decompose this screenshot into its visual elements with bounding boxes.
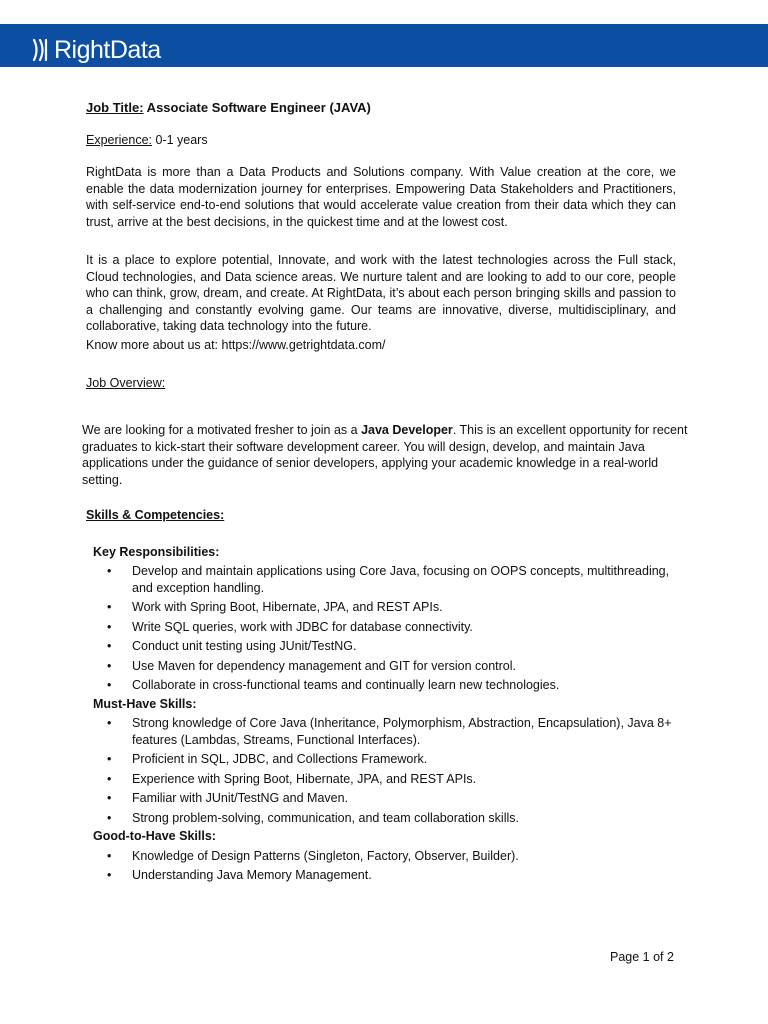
list-item: • Strong problem-solving, communication, and team collaboration skills. <box>86 810 676 827</box>
about-paragraph-2: It is a place to explore potential, Innovate, and work with the latest technologies across the Full stack, Cloud technologies, and Data science areas. We nurture talent and are looking to add to our core, people who can think, grow, dream, and create. At RightData, it’s about each person bringing skills and passion to a challenging and constantly evolving game. Our teams are innovative, diverse, multidisciplinary, and collaborative, taking data technology into the future. <box>86 253 676 333</box>
skills-section <box>86 507 676 884</box>
must-have-skills-heading: Must-Have Skills: <box>93 696 197 711</box>
experience-line <box>86 132 676 149</box>
list-item: • Strong knowledge of Core Java (Inheritance, Polymorphism, Abstraction, Encapsulation), Java 8+ features (Lambdas, Streams, Functional Interfaces). <box>86 715 676 748</box>
page-number: Page 1 of 2 <box>610 950 674 964</box>
must-have-skills-list <box>86 715 676 826</box>
list-item: • Proficient in SQL, JDBC, and Collections Framework. <box>86 751 676 768</box>
list-item: • Use Maven for dependency management and GIT for version control. <box>86 658 676 675</box>
overview-role-name: Java Developer <box>361 423 453 437</box>
skills-heading: Skills & Competencies: <box>86 508 225 522</box>
job-overview-heading: Job Overview: <box>86 376 166 390</box>
good-to-have-skills-list <box>86 848 676 884</box>
job-title-label: Job Title: <box>86 100 144 115</box>
job-title <box>86 100 676 117</box>
document-body <box>86 100 676 392</box>
good-to-have-skills-heading: Good-to-Have Skills: <box>93 829 216 843</box>
company-logo <box>32 36 161 64</box>
experience-value: 0-1 years <box>152 132 208 147</box>
job-overview-text <box>82 422 688 488</box>
list-item: • Write SQL queries, work with JDBC for database connectivity. <box>86 619 676 636</box>
overview-text-after: . This is an excellent opportunity for recent graduates to kick-start their software development career. You will design, develop, and maintain Java applications under the guidance of senior developers, applying your academic knowledge in a real-world setting. <box>82 423 688 487</box>
rightdata-logo-icon <box>32 38 52 62</box>
list-item: • Develop and maintain applications using Core Java, focusing on OOPS concepts, multithreading, and exception handling. <box>86 563 676 596</box>
list-item: • Work with Spring Boot, Hibernate, JPA, and REST APIs. <box>86 599 676 616</box>
key-responsibilities-list <box>86 563 676 694</box>
job-title-value: Associate Software Engineer (JAVA) <box>143 100 371 115</box>
list-item: • Experience with Spring Boot, Hibernate, JPA, and REST APIs. <box>86 771 676 788</box>
list-item: • Knowledge of Design Patterns (Singleton, Factory, Observer, Builder). <box>86 848 676 865</box>
list-item: • Familiar with JUnit/TestNG and Maven. <box>86 790 676 807</box>
about-paragraph-1: RightData is more than a Data Products and Solutions company. With Value creation at the core, we enable the data modernization journey for enterprises. Empowering Data Stakeholders and Practitioners, with self-service end-to-end solutions that would accelerate value creation from their data which they can trust, arrive at the best decisions, in the quickest time and at the lowest cost. <box>86 165 676 229</box>
overview-text-before: We are looking for a motivated fresher to join as a <box>82 423 362 437</box>
experience-label: Experience: <box>86 132 153 147</box>
logo-text: RightData <box>54 36 161 64</box>
list-item: • Understanding Java Memory Management. <box>86 867 676 884</box>
key-responsibilities-heading: Key Responsibilities: <box>93 544 220 559</box>
list-item: • Conduct unit testing using JUnit/TestNG. <box>86 638 676 655</box>
list-item: • Collaborate in cross-functional teams and continually learn new technologies. <box>86 677 676 694</box>
know-more-line: Know more about us at: https://www.getrightdata.com/ <box>86 337 386 352</box>
